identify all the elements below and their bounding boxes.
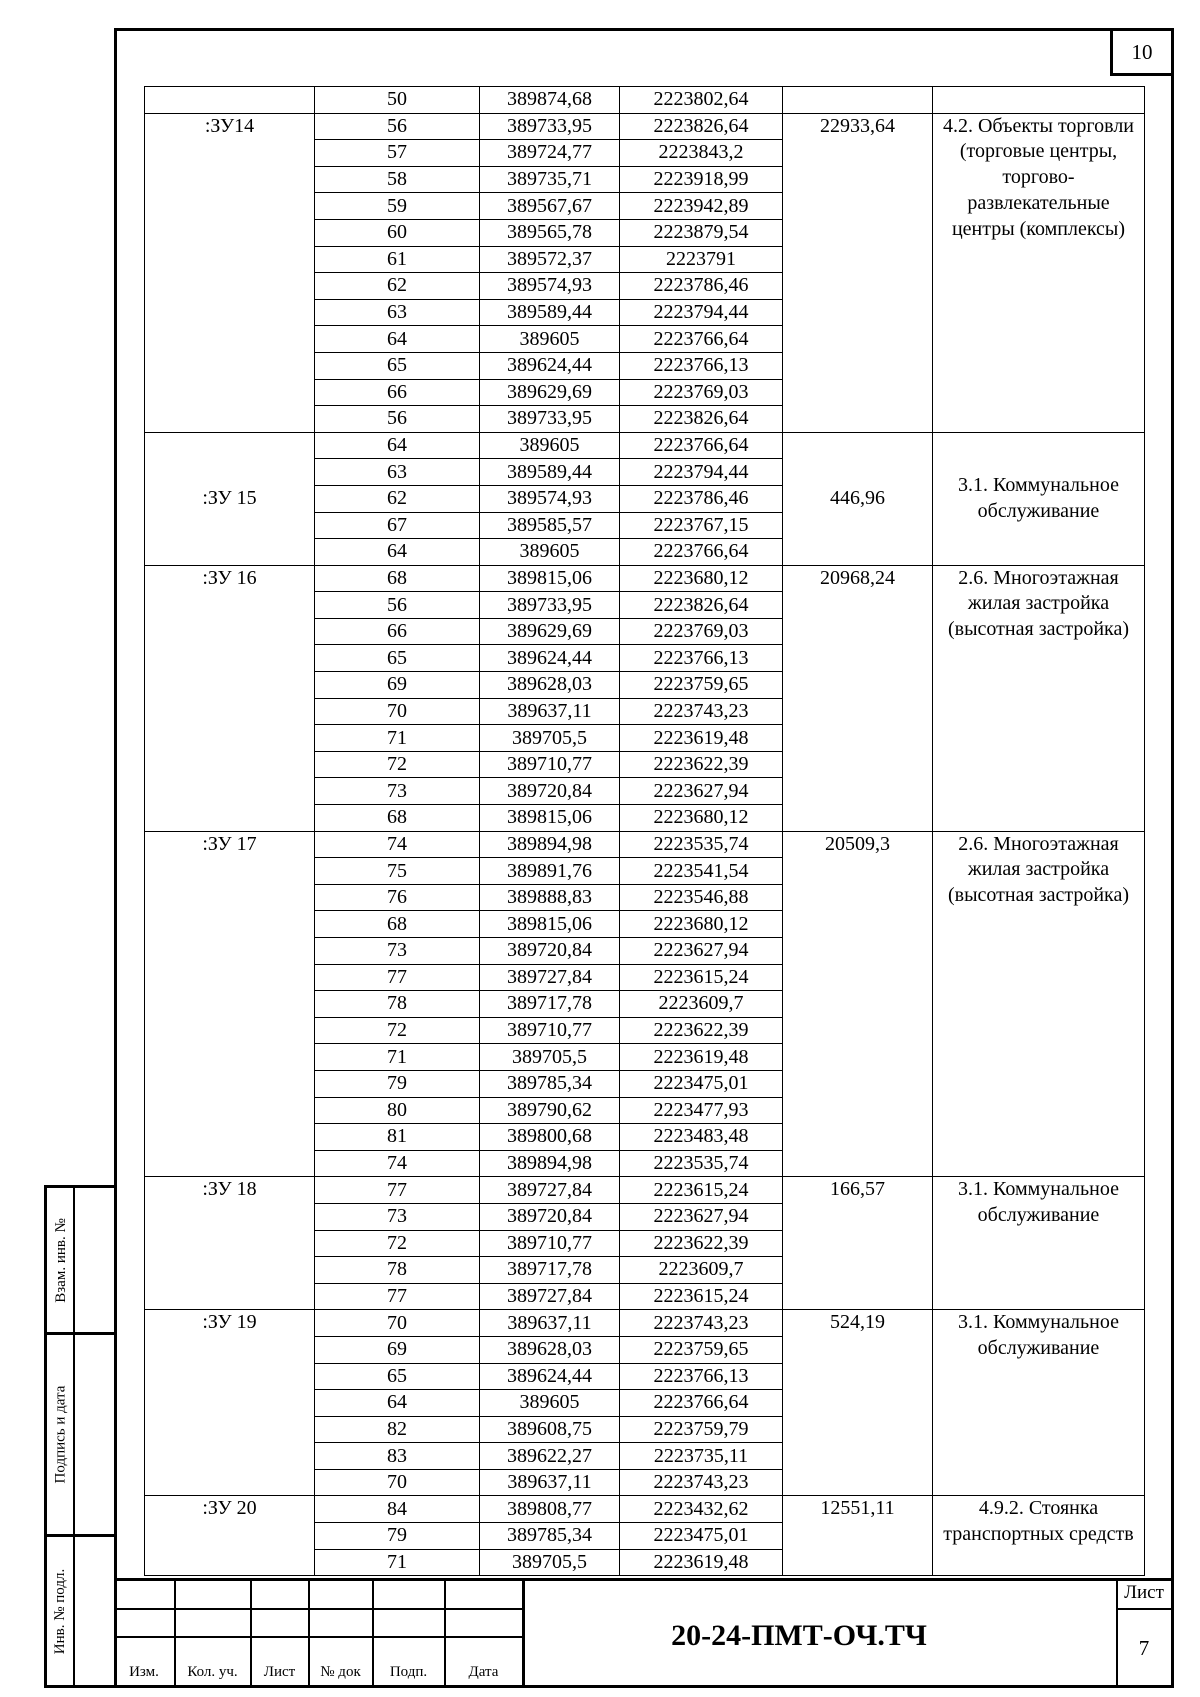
- x-coordinate-cell: 389629,69: [480, 379, 620, 406]
- x-coordinate-cell: 389585,57: [480, 512, 620, 539]
- table-row: [145, 113, 1145, 140]
- sheet-number: 7: [1138, 1636, 1150, 1660]
- y-coordinate-cell: 2223843,2: [620, 140, 783, 167]
- point-number-cell: 68: [315, 911, 480, 938]
- y-coordinate-cell: 2223619,48: [620, 1044, 783, 1071]
- y-coordinate-cell: 2223615,24: [620, 964, 783, 991]
- x-coordinate-cell: 389572,37: [480, 246, 620, 273]
- x-coordinate-cell: 389720,84: [480, 778, 620, 805]
- y-coordinate-cell: 2223769,03: [620, 618, 783, 645]
- tb-header-list: Лист: [263, 1664, 296, 1680]
- sheet-label: Лист: [1124, 1582, 1164, 1603]
- point-number-cell: 84: [315, 1496, 480, 1523]
- land-use-cell: [933, 87, 1145, 114]
- x-coordinate-cell: 389717,78: [480, 1257, 620, 1284]
- point-number-cell: 70: [315, 1469, 480, 1496]
- area-cell: [783, 87, 933, 114]
- point-number-cell: 57: [315, 140, 480, 167]
- y-coordinate-cell: 2223680,12: [620, 565, 783, 592]
- parcel-id-cell: :ЗУ 15: [145, 432, 315, 565]
- table-row: [145, 1177, 1145, 1204]
- tb-header-kol-uch: Кол. уч.: [187, 1664, 238, 1680]
- y-coordinate-cell: 2223918,99: [620, 166, 783, 193]
- y-coordinate-cell: 2223826,64: [620, 592, 783, 619]
- x-coordinate-cell: 389637,11: [480, 1469, 620, 1496]
- y-coordinate-cell: 2223622,39: [620, 751, 783, 778]
- point-number-cell: 64: [315, 539, 480, 566]
- area-cell: 446,96: [783, 432, 933, 565]
- land-use-cell: 2.6. Многоэтажная жилая застройка (высотная застройка): [933, 565, 1145, 831]
- tb-header-podp: Подп.: [389, 1664, 428, 1680]
- area-cell: 20968,24: [783, 565, 933, 831]
- point-number-cell: 77: [315, 964, 480, 991]
- point-number-cell: 80: [315, 1097, 480, 1124]
- point-number-cell: 60: [315, 219, 480, 246]
- y-coordinate-cell: 2223743,23: [620, 1469, 783, 1496]
- table-row: [145, 432, 1145, 459]
- x-coordinate-cell: 389605: [480, 539, 620, 566]
- point-number-cell: 83: [315, 1443, 480, 1470]
- x-coordinate-cell: 389605: [480, 1390, 620, 1417]
- x-coordinate-cell: 389720,84: [480, 938, 620, 965]
- area-cell: 20509,3: [783, 831, 933, 1177]
- y-coordinate-cell: 2223766,64: [620, 539, 783, 566]
- table-row: [145, 831, 1145, 858]
- area-cell: 166,57: [783, 1177, 933, 1310]
- point-number-cell: 71: [315, 1044, 480, 1071]
- y-coordinate-cell: 2223622,39: [620, 1017, 783, 1044]
- area-cell: 12551,11: [783, 1496, 933, 1576]
- y-coordinate-cell: 2223535,74: [620, 831, 783, 858]
- y-coordinate-cell: 2223766,64: [620, 1390, 783, 1417]
- x-coordinate-cell: 389705,5: [480, 725, 620, 752]
- x-coordinate-cell: 389567,67: [480, 193, 620, 220]
- point-number-cell: 62: [315, 273, 480, 300]
- y-coordinate-cell: 2223769,03: [620, 379, 783, 406]
- x-coordinate-cell: 389589,44: [480, 299, 620, 326]
- x-coordinate-cell: 389637,11: [480, 698, 620, 725]
- x-coordinate-cell: 389608,75: [480, 1416, 620, 1443]
- x-coordinate-cell: 389815,06: [480, 805, 620, 832]
- point-number-cell: 74: [315, 1150, 480, 1177]
- point-number-cell: 63: [315, 299, 480, 326]
- point-number-cell: 68: [315, 805, 480, 832]
- x-coordinate-cell: 389727,84: [480, 964, 620, 991]
- y-coordinate-cell: 2223791: [620, 246, 783, 273]
- point-number-cell: 65: [315, 352, 480, 379]
- point-number-cell: 72: [315, 1017, 480, 1044]
- x-coordinate-cell: 389705,5: [480, 1044, 620, 1071]
- x-coordinate-cell: 389815,06: [480, 565, 620, 592]
- point-number-cell: 63: [315, 459, 480, 486]
- point-number-cell: 76: [315, 884, 480, 911]
- point-number-cell: 56: [315, 592, 480, 619]
- y-coordinate-cell: 2223615,24: [620, 1177, 783, 1204]
- point-number-cell: 72: [315, 1230, 480, 1257]
- document-code: 20-24-ПМТ-ОЧ.ТЧ: [671, 1619, 927, 1652]
- x-coordinate-cell: 389605: [480, 432, 620, 459]
- point-number-cell: 64: [315, 1390, 480, 1417]
- point-number-cell: 67: [315, 512, 480, 539]
- point-number-cell: 70: [315, 698, 480, 725]
- page-number: 10: [1110, 28, 1174, 76]
- y-coordinate-cell: 2223826,64: [620, 406, 783, 433]
- x-coordinate-cell: 389808,77: [480, 1496, 620, 1523]
- x-coordinate-cell: 389710,77: [480, 1017, 620, 1044]
- y-coordinate-cell: 2223766,64: [620, 326, 783, 353]
- x-coordinate-cell: 389894,98: [480, 1150, 620, 1177]
- parcel-id-cell: :ЗУ14: [145, 113, 315, 432]
- y-coordinate-cell: 2223475,01: [620, 1070, 783, 1097]
- table-row: [145, 1496, 1145, 1523]
- point-number-cell: 69: [315, 672, 480, 699]
- y-coordinate-cell: 2223627,94: [620, 778, 783, 805]
- point-number-cell: 71: [315, 725, 480, 752]
- x-coordinate-cell: 389710,77: [480, 1230, 620, 1257]
- y-coordinate-cell: 2223759,65: [620, 1336, 783, 1363]
- point-number-cell: 62: [315, 485, 480, 512]
- x-coordinate-cell: 389727,84: [480, 1177, 620, 1204]
- y-coordinate-cell: 2223794,44: [620, 459, 783, 486]
- point-number-cell: 65: [315, 645, 480, 672]
- side-stamp-podpis-label: Подпись и дата: [52, 1385, 69, 1484]
- x-coordinate-cell: 389605: [480, 326, 620, 353]
- x-coordinate-cell: 389622,27: [480, 1443, 620, 1470]
- x-coordinate-cell: 389894,98: [480, 831, 620, 858]
- x-coordinate-cell: 389733,95: [480, 113, 620, 140]
- x-coordinate-cell: 389785,34: [480, 1523, 620, 1550]
- x-coordinate-cell: 389629,69: [480, 618, 620, 645]
- x-coordinate-cell: 389628,03: [480, 672, 620, 699]
- point-number-cell: 65: [315, 1363, 480, 1390]
- point-number-cell: 81: [315, 1124, 480, 1151]
- y-coordinate-cell: 2223759,65: [620, 672, 783, 699]
- land-use-cell: 2.6. Многоэтажная жилая застройка (высотная застройка): [933, 831, 1145, 1177]
- land-use-cell: 3.1. Коммунальное обслуживание: [933, 1310, 1145, 1496]
- y-coordinate-cell: 2223680,12: [620, 805, 783, 832]
- point-number-cell: 79: [315, 1523, 480, 1550]
- y-coordinate-cell: 2223743,23: [620, 1310, 783, 1337]
- point-number-cell: 72: [315, 751, 480, 778]
- y-coordinate-cell: 2223879,54: [620, 219, 783, 246]
- x-coordinate-cell: 389574,93: [480, 485, 620, 512]
- tb-header-data: Дата: [468, 1664, 499, 1680]
- y-coordinate-cell: 2223766,64: [620, 432, 783, 459]
- point-number-cell: 77: [315, 1283, 480, 1310]
- x-coordinate-cell: 389710,77: [480, 751, 620, 778]
- y-coordinate-cell: 2223794,44: [620, 299, 783, 326]
- y-coordinate-cell: 2223767,15: [620, 512, 783, 539]
- y-coordinate-cell: 2223759,79: [620, 1416, 783, 1443]
- y-coordinate-cell: 2223609,7: [620, 1257, 783, 1284]
- y-coordinate-cell: 2223609,7: [620, 991, 783, 1018]
- x-coordinate-cell: 389891,76: [480, 858, 620, 885]
- y-coordinate-cell: 2223615,24: [620, 1283, 783, 1310]
- y-coordinate-cell: 2223483,48: [620, 1124, 783, 1151]
- area-cell: 524,19: [783, 1310, 933, 1496]
- y-coordinate-cell: 2223786,46: [620, 273, 783, 300]
- point-number-cell: 74: [315, 831, 480, 858]
- y-coordinate-cell: 2223766,13: [620, 645, 783, 672]
- y-coordinate-cell: 2223735,11: [620, 1443, 783, 1470]
- x-coordinate-cell: 389785,34: [480, 1070, 620, 1097]
- y-coordinate-cell: 2223680,12: [620, 911, 783, 938]
- point-number-cell: 64: [315, 326, 480, 353]
- parcel-id-cell: [145, 87, 315, 114]
- land-use-cell: 3.1. Коммунальное обслуживание: [933, 1177, 1145, 1310]
- y-coordinate-cell: 2223475,01: [620, 1523, 783, 1550]
- y-coordinate-cell: 2223477,93: [620, 1097, 783, 1124]
- y-coordinate-cell: 2223619,48: [620, 1549, 783, 1576]
- coordinates-table: [144, 86, 1145, 1576]
- x-coordinate-cell: 389733,95: [480, 406, 620, 433]
- x-coordinate-cell: 389574,93: [480, 273, 620, 300]
- point-number-cell: 50: [315, 87, 480, 114]
- x-coordinate-cell: 389724,77: [480, 140, 620, 167]
- x-coordinate-cell: 389733,95: [480, 592, 620, 619]
- y-coordinate-cell: 2223619,48: [620, 725, 783, 752]
- x-coordinate-cell: 389874,68: [480, 87, 620, 114]
- land-use-cell: 3.1. Коммунальное обслуживание: [933, 432, 1145, 565]
- y-coordinate-cell: 2223786,46: [620, 485, 783, 512]
- point-number-cell: 66: [315, 618, 480, 645]
- point-number-cell: 73: [315, 1203, 480, 1230]
- point-number-cell: 69: [315, 1336, 480, 1363]
- x-coordinate-cell: 389720,84: [480, 1203, 620, 1230]
- title-block: [114, 1578, 1174, 1688]
- x-coordinate-cell: 389705,5: [480, 1549, 620, 1576]
- side-stamp-inv-label: Инв. № подл.: [52, 1568, 69, 1654]
- parcel-id-cell: :ЗУ 20: [145, 1496, 315, 1576]
- point-number-cell: 58: [315, 166, 480, 193]
- y-coordinate-cell: 2223942,89: [620, 193, 783, 220]
- point-number-cell: 64: [315, 432, 480, 459]
- land-use-cell: 4.2. Объекты торговли (торговые центры, торгово-развлекательные центры (комплексы): [933, 113, 1145, 432]
- y-coordinate-cell: 2223546,88: [620, 884, 783, 911]
- land-use-cell: 4.9.2. Стоянка транспортных средств: [933, 1496, 1145, 1576]
- parcel-id-cell: :ЗУ 17: [145, 831, 315, 1177]
- x-coordinate-cell: 389888,83: [480, 884, 620, 911]
- point-number-cell: 79: [315, 1070, 480, 1097]
- table-row: [145, 1310, 1145, 1337]
- x-coordinate-cell: 389628,03: [480, 1336, 620, 1363]
- point-number-cell: 71: [315, 1549, 480, 1576]
- y-coordinate-cell: 2223766,13: [620, 352, 783, 379]
- y-coordinate-cell: 2223432,62: [620, 1496, 783, 1523]
- side-stamp-podpis: [44, 1332, 115, 1537]
- point-number-cell: 82: [315, 1416, 480, 1443]
- point-number-cell: 59: [315, 193, 480, 220]
- x-coordinate-cell: 389624,44: [480, 1363, 620, 1390]
- tb-header-n-dok: № док: [320, 1664, 361, 1680]
- y-coordinate-cell: 2223826,64: [620, 113, 783, 140]
- x-coordinate-cell: 389735,71: [480, 166, 620, 193]
- side-stamp-vzam: [44, 1185, 115, 1335]
- parcel-id-cell: :ЗУ 19: [145, 1310, 315, 1496]
- point-number-cell: 73: [315, 778, 480, 805]
- side-stamp-inv: [44, 1534, 115, 1688]
- point-number-cell: 75: [315, 858, 480, 885]
- point-number-cell: 78: [315, 991, 480, 1018]
- y-coordinate-cell: 2223802,64: [620, 87, 783, 114]
- parcel-id-cell: :ЗУ 16: [145, 565, 315, 831]
- table-row: [145, 87, 1145, 114]
- x-coordinate-cell: 389589,44: [480, 459, 620, 486]
- point-number-cell: 70: [315, 1310, 480, 1337]
- point-number-cell: 73: [315, 938, 480, 965]
- point-number-cell: 77: [315, 1177, 480, 1204]
- y-coordinate-cell: 2223535,74: [620, 1150, 783, 1177]
- tb-header-izm: Изм.: [129, 1664, 159, 1680]
- point-number-cell: 78: [315, 1257, 480, 1284]
- x-coordinate-cell: 389800,68: [480, 1124, 620, 1151]
- point-number-cell: 61: [315, 246, 480, 273]
- y-coordinate-cell: 2223743,23: [620, 698, 783, 725]
- x-coordinate-cell: 389727,84: [480, 1283, 620, 1310]
- y-coordinate-cell: 2223627,94: [620, 1203, 783, 1230]
- parcel-id-cell: :ЗУ 18: [145, 1177, 315, 1310]
- x-coordinate-cell: 389565,78: [480, 219, 620, 246]
- x-coordinate-cell: 389624,44: [480, 352, 620, 379]
- table-row: [145, 565, 1145, 592]
- x-coordinate-cell: 389717,78: [480, 991, 620, 1018]
- y-coordinate-cell: 2223622,39: [620, 1230, 783, 1257]
- point-number-cell: 56: [315, 113, 480, 140]
- y-coordinate-cell: 2223627,94: [620, 938, 783, 965]
- point-number-cell: 68: [315, 565, 480, 592]
- y-coordinate-cell: 2223766,13: [620, 1363, 783, 1390]
- y-coordinate-cell: 2223541,54: [620, 858, 783, 885]
- x-coordinate-cell: 389790,62: [480, 1097, 620, 1124]
- point-number-cell: 56: [315, 406, 480, 433]
- x-coordinate-cell: 389637,11: [480, 1310, 620, 1337]
- point-number-cell: 66: [315, 379, 480, 406]
- x-coordinate-cell: 389815,06: [480, 911, 620, 938]
- side-stamp-vzam-label: Взам. инв. №: [52, 1217, 69, 1303]
- area-cell: 22933,64: [783, 113, 933, 432]
- x-coordinate-cell: 389624,44: [480, 645, 620, 672]
